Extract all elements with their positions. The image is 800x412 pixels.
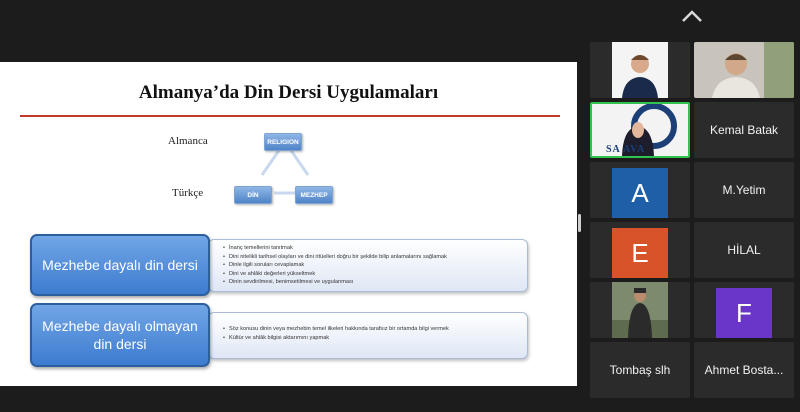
bullet-item: • Dini nitelikli tarihsel olayları ve dini ritüelleri doğru bir şekilde bilip anlamalarını sağlamak xyxy=(223,253,519,262)
participant-tile[interactable] xyxy=(590,42,690,98)
person-photo-icon xyxy=(694,42,794,98)
participant-name: Kemal Batak xyxy=(709,123,779,137)
bullet-item: • Kültür ve ahlâk bilgisi aktarımını yapmak xyxy=(223,334,519,343)
participant-tile[interactable] xyxy=(590,222,690,278)
participant-tile[interactable] xyxy=(694,42,794,98)
chip-religion: RELIGION xyxy=(264,133,302,151)
shared-screen-slide xyxy=(0,62,577,386)
title-underline xyxy=(20,115,560,117)
slide-title: Almanya’da Din Dersi Uygulamaları xyxy=(138,82,439,103)
participant-name: Ahmet Bosta... xyxy=(704,363,784,377)
participant-tile[interactable] xyxy=(694,222,794,278)
section-1-label: Mezhebe dayalı din dersi xyxy=(30,234,210,296)
chevron-up-icon[interactable] xyxy=(680,8,704,24)
bullet-item: • Dinin sevdirilmesi, benimsetilmesi ve uygulanması xyxy=(223,278,519,287)
participant-tile[interactable] xyxy=(694,342,794,398)
person-photo-icon xyxy=(612,42,668,98)
participant-name: HİLAL xyxy=(727,243,761,257)
participant-tile-active[interactable] xyxy=(590,102,690,158)
participant-avatar: F xyxy=(716,288,772,338)
participant-name: Tombaş slh xyxy=(609,363,671,377)
panel-resize-handle[interactable] xyxy=(578,214,581,232)
participant-avatar: E xyxy=(612,228,668,278)
participant-name: M.Yetim xyxy=(722,183,766,197)
participant-tile[interactable] xyxy=(590,282,690,338)
section-2-label: Mezhebe dayalı olmayan din dersi xyxy=(30,303,210,367)
bullet-item: • Söz konusu dinin veya mezhebin temel ilkeleri hakkında tarafsız bir ortamda bilgi vermek xyxy=(223,325,519,334)
participant-tile[interactable] xyxy=(590,162,690,218)
bullet-item: • Dinle ilgili soruları cevaplamak xyxy=(223,261,519,270)
participant-tile[interactable] xyxy=(590,342,690,398)
label-almanca: Almanca xyxy=(168,135,208,147)
section-1-details xyxy=(208,239,528,292)
section-2-details xyxy=(208,312,528,359)
logo-text: SA AVA xyxy=(606,144,646,155)
label-turkce: Türkçe xyxy=(172,187,204,199)
person-photo-icon xyxy=(612,282,668,338)
bullet-item: • İnanç temellerini tanıtmak xyxy=(223,244,519,253)
bullet-item: • Dini ve ahlâki değerleri yükseltmek xyxy=(223,270,519,279)
chip-mezhep: MEZHEP xyxy=(295,186,333,204)
participant-tile[interactable] xyxy=(694,282,794,338)
participant-avatar: A xyxy=(612,168,668,218)
participant-tile[interactable] xyxy=(694,162,794,218)
chip-din: DİN xyxy=(234,186,272,204)
participant-tile[interactable] xyxy=(694,102,794,158)
